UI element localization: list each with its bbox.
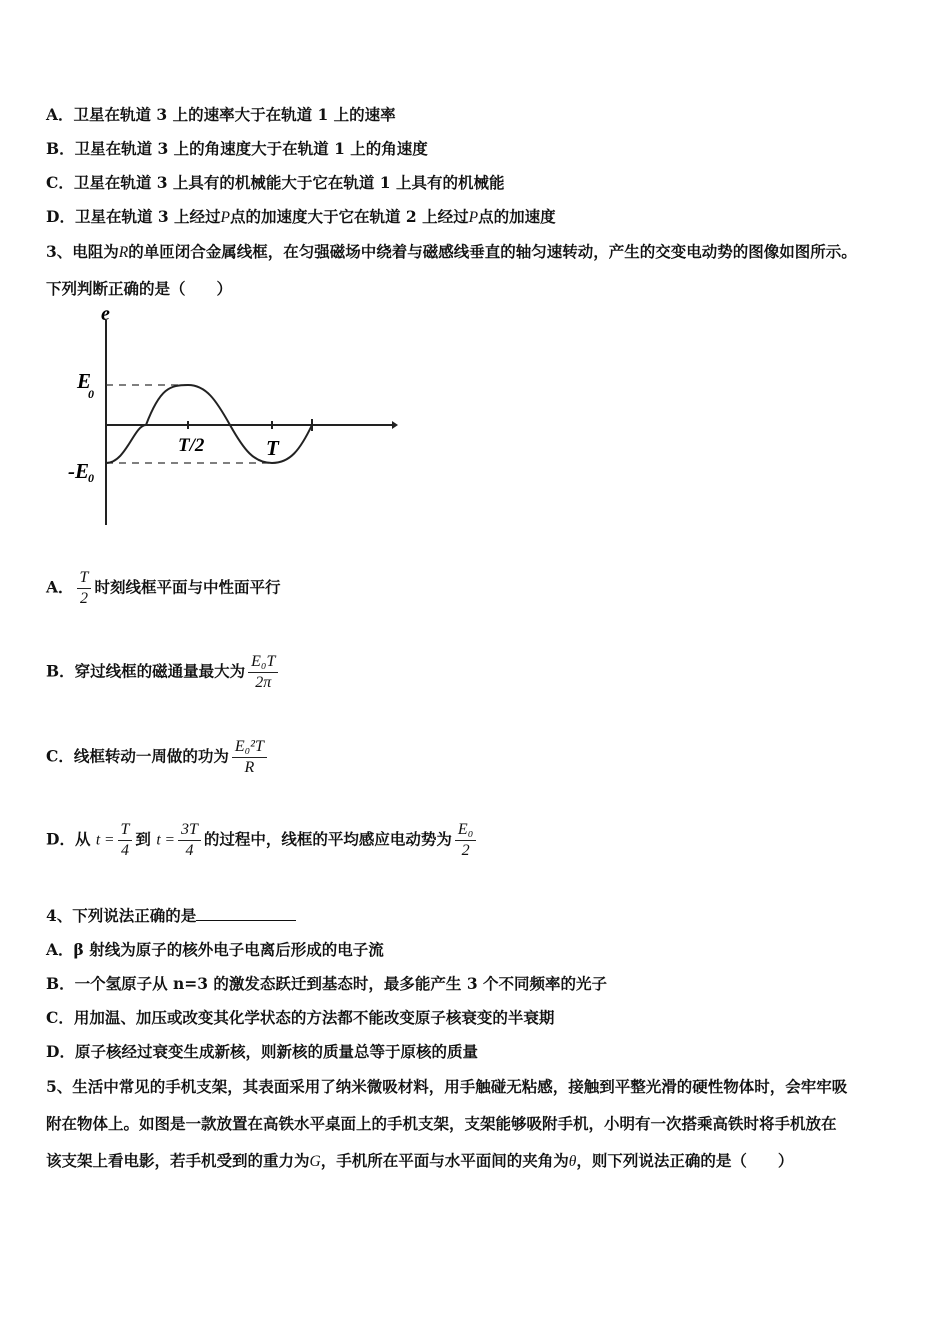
fraction-max-flux: $\frac{\text{E₀T}}{2\pi}$ (248, 652, 278, 693)
neg-e0-label: -E (68, 459, 89, 483)
fraction-e0-over-2: $\frac{\text{E₀}}{2}$ (455, 820, 476, 861)
half-period-label: T/2 (178, 435, 205, 456)
q2-option-a: A．卫星在轨道 3 上的速率大于在轨道 1 上的速率 (46, 105, 396, 124)
period-label: T (266, 436, 279, 460)
e0-label: E (77, 369, 92, 393)
answer-blank (196, 906, 296, 921)
emf-time-graph (60, 300, 410, 530)
q2-option-c: C．卫星在轨道 3 上具有的机械能大于它在轨道 1 上具有的机械能 (46, 173, 505, 192)
fraction-t-over-2: $\frac{T}{2}$ (77, 568, 92, 609)
q5-stem-line1: 5、生活中常见的手机支架，其表面采用了纳米微吸材料，用手触碰无粘感，接触到平整光滑的硬性物体时，会牢牢吸 (46, 1077, 848, 1096)
fraction-3t-over-4: $\frac{3T}{4}$ (178, 820, 201, 861)
q4-stem: 4、下列说法正确的是 (46, 904, 296, 926)
q3-stem: 3、电阻为R的单匝闭合金属线框，在匀强磁场中绕着与磁感线垂直的轴匀速转动，产生的交变电动势的图像如图所示。 (46, 242, 857, 261)
q3-option-b: B．穿过线框的磁通量最大为 $\frac{\text{E₀T}}{2\pi}$ (46, 652, 281, 693)
x-axis-arrow (392, 421, 398, 429)
q3-option-d: D．从 t = $\frac{T}{4}$ 到 t = $\frac{3T}{4}$ 的过程中，线框的平均感应电动势为 $\frac{\text{E₀}}{2}$ (46, 820, 479, 861)
q3-stem-line2: 下列判断正确的是（ ） (46, 279, 233, 298)
fraction-work: $\frac{\text{E₀²T}}{R}$ (232, 737, 267, 778)
q5-stem-line2: 附在物体上。如图是一款放置在高铁水平桌面上的手机支架，支架能够吸附手机，小明有一次搭乘高铁时将手机放在 (46, 1114, 837, 1133)
q4-option-c: C．用加温、加压或改变其化学状态的方法都不能改变原子核衰变的半衰期 (46, 1008, 555, 1027)
q2-option-b: B．卫星在轨道 3 上的角速度大于在轨道 1 上的角速度 (46, 139, 428, 158)
y-axis-label: e (101, 303, 110, 325)
q3-option-c: C．线框转动一周做的功为 $\frac{\text{E₀²T}}{R}$ (46, 737, 270, 778)
q4-option-b: B．一个氢原子从 n=3 的激发态跃迁到基态时，最多能产生 3 个不同频率的光子 (46, 974, 608, 993)
q4-option-a: A．β 射线为原子的核外电子电离后形成的电子流 (46, 940, 384, 959)
neg-e0-subscript: 0 (88, 471, 94, 485)
q2-option-d: D．卫星在轨道 3 上经过P点的加速度大于它在轨道 2 上经过P点的加速度 (46, 207, 556, 226)
q3-option-a: A． $\frac{T}{2}$ 时刻线框平面与中性面平行 (46, 569, 281, 607)
e0-subscript: 0 (88, 387, 94, 401)
q5-stem-line3: 该支架上看电影，若手机受到的重力为G，手机所在平面与水平面间的夹角为θ，则下列说法正确的是（ ） (46, 1151, 794, 1170)
q4-option-d: D．原子核经过衰变生成新核，则新核的质量总等于原核的质量 (46, 1042, 478, 1061)
fraction-t-over-4: $\frac{T}{4}$ (118, 820, 133, 861)
